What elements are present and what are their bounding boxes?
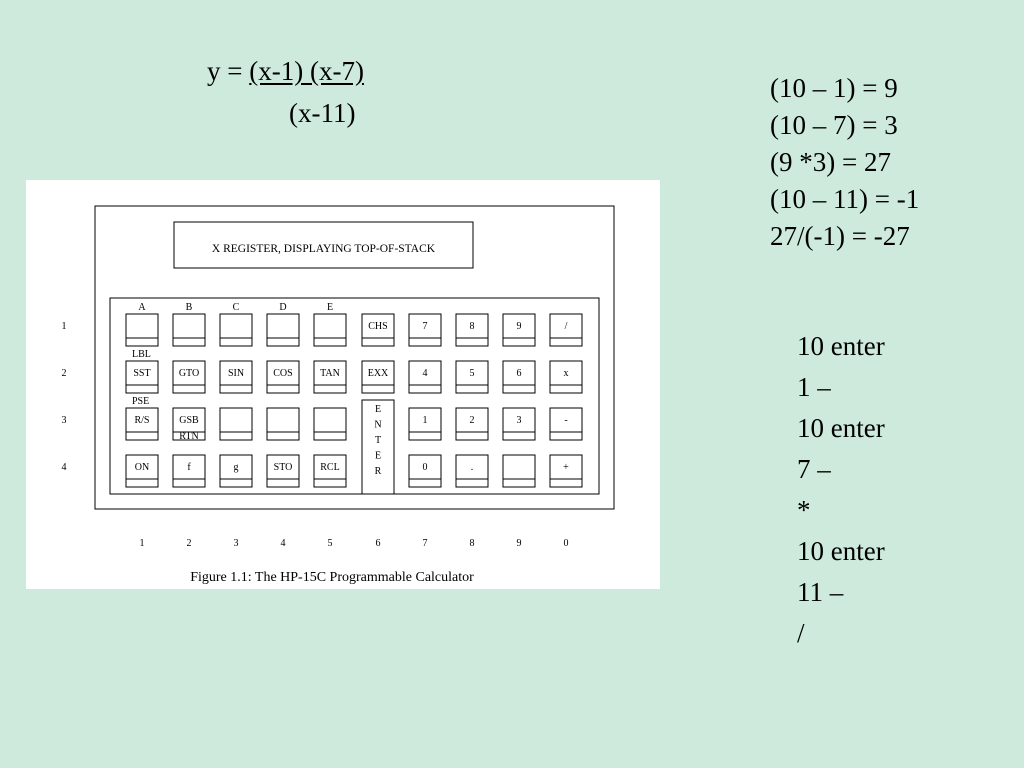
key-label: 9 [516,321,522,332]
key-outline [503,455,535,487]
calculator-key [267,361,299,393]
key-label: . [470,462,474,473]
key-outline [267,408,299,440]
enter-key-letter: E [374,450,382,462]
calculation-list [770,70,919,255]
enter-key-letter: E [374,404,382,415]
enter-key-letter: N [374,419,382,431]
row-number: 2 [61,368,67,379]
key-label: SST [133,368,151,379]
column-number: 9 [516,538,522,549]
calculator-key [503,408,535,440]
key-label: x [563,368,569,379]
calculator-key [409,455,441,487]
calculator-key [550,314,582,346]
calculator-key [550,361,582,393]
key-label: 7 [422,321,428,332]
key-label: RCL [320,462,340,473]
column-number: 2 [186,538,192,549]
calculation-line: (10 – 11) = -1 [770,184,920,214]
key-outline [220,408,252,440]
keypad-area [110,298,599,494]
key-label: GSB [179,415,199,426]
key-outline [173,314,205,346]
row-number: 3 [61,415,67,426]
key-label: + [563,462,569,473]
key-sublabel: RTN [179,431,199,442]
calculator-key [550,455,582,487]
calculator-key [314,408,346,440]
column-top-label: D [279,302,287,313]
key-label: CHS [368,321,388,332]
key-label: STO [273,462,293,473]
key-label: R/S [134,415,150,426]
calculator-key [456,408,488,440]
key-label: 2 [469,415,475,426]
column-top-label: C [232,302,240,313]
calculator-key [409,408,441,440]
key-label: 8 [469,321,475,332]
calculator-key [267,408,299,440]
calculator-key [503,361,535,393]
calculator-key [456,361,488,393]
formula-denominator: (x-11) [289,98,356,128]
column-number: 3 [233,538,239,549]
x-register-label: X REGISTER, DISPLAYING TOP-OF-STACK [211,243,436,255]
formula-numerator: (x-1) (x-7) [249,56,364,86]
keys-layer [126,314,582,494]
row-number: 1 [61,321,67,332]
key-label: TAN [320,368,340,379]
key-label: 3 [516,415,522,426]
key-outline [267,314,299,346]
key-label: GTO [178,368,200,379]
key-outline [126,314,158,346]
lbl-label: LBL [132,349,151,360]
key-label: 6 [516,368,522,379]
calculator-key [220,314,252,346]
key-label: 5 [469,368,475,379]
rpn-step: / [797,618,805,648]
formula-prefix: y = [207,56,250,86]
enter-key [362,400,394,494]
calculator-key [173,314,205,346]
key-label: SIN [227,368,245,379]
row-number: 4 [61,462,67,473]
key-label: 1 [422,415,428,426]
calculator-key [267,314,299,346]
rpn-step: 7 – [797,454,831,484]
column-number: 0 [563,538,569,549]
calculator-key [126,408,158,440]
rpn-step: 10 enter [797,413,885,443]
calculator-key [362,361,394,393]
calculator-key [362,314,394,346]
rpn-step: 1 – [797,372,831,402]
formula-numerator-line [207,55,364,87]
column-number: 8 [469,538,475,549]
key-label: 0 [422,462,428,473]
rpn-step: 11 – [797,577,844,607]
calculator-diagram [26,180,660,589]
enter-key-letter: R [374,466,382,477]
calculation-line: (10 – 1) = 9 [770,73,898,103]
rpn-step: 10 enter [797,331,885,361]
column-number: 5 [327,538,333,549]
calculator-key [409,361,441,393]
calculator-key [220,361,252,393]
key-outline [220,314,252,346]
key-label: g [233,462,239,473]
calculation-line: (10 – 7) = 3 [770,110,898,140]
calculator-key [126,314,158,346]
column-top-label: A [138,302,146,313]
calculator-key [126,361,158,393]
calculator-key [126,455,158,487]
rpn-steps-list [797,326,885,654]
column-number: 4 [280,538,286,549]
calculator-key [409,314,441,346]
calculation-line: (9 *3) = 27 [770,147,891,177]
calculator-key [550,408,582,440]
key-outline [314,314,346,346]
rpn-step: 10 enter [797,536,885,566]
key-label: f [187,462,191,473]
column-top-label: B [185,302,193,313]
figure-caption: Figure 1.1: The HP-15C Programmable Calculator [190,570,474,585]
calculation-line: 27/(-1) = -27 [770,221,910,251]
column-number: 7 [422,538,428,549]
calculator-key [503,314,535,346]
column-number: 1 [139,538,145,549]
calculator-figure [26,180,660,589]
calculator-key [456,314,488,346]
key-outline [314,408,346,440]
key-label: ON [134,462,150,473]
rpn-step: * [797,495,811,525]
key-label: - [564,415,568,426]
calculator-key [220,408,252,440]
calculator-key [267,455,299,487]
key-label: / [564,321,568,332]
enter-key-letter: T [374,435,382,446]
calculator-key [173,455,205,487]
calculator-key [503,455,535,487]
pse-label: PSE [132,396,150,407]
calculator-key [173,408,205,442]
key-label: EXX [367,368,389,379]
key-label: 4 [422,368,428,379]
calculator-key [314,455,346,487]
calculator-key [220,455,252,487]
column-number: 6 [375,538,381,549]
calculator-key [314,314,346,346]
key-label: COS [273,368,293,379]
calculator-key [314,361,346,393]
calculator-key [173,361,205,393]
calculator-key [456,455,488,487]
column-top-label: E [326,302,334,313]
